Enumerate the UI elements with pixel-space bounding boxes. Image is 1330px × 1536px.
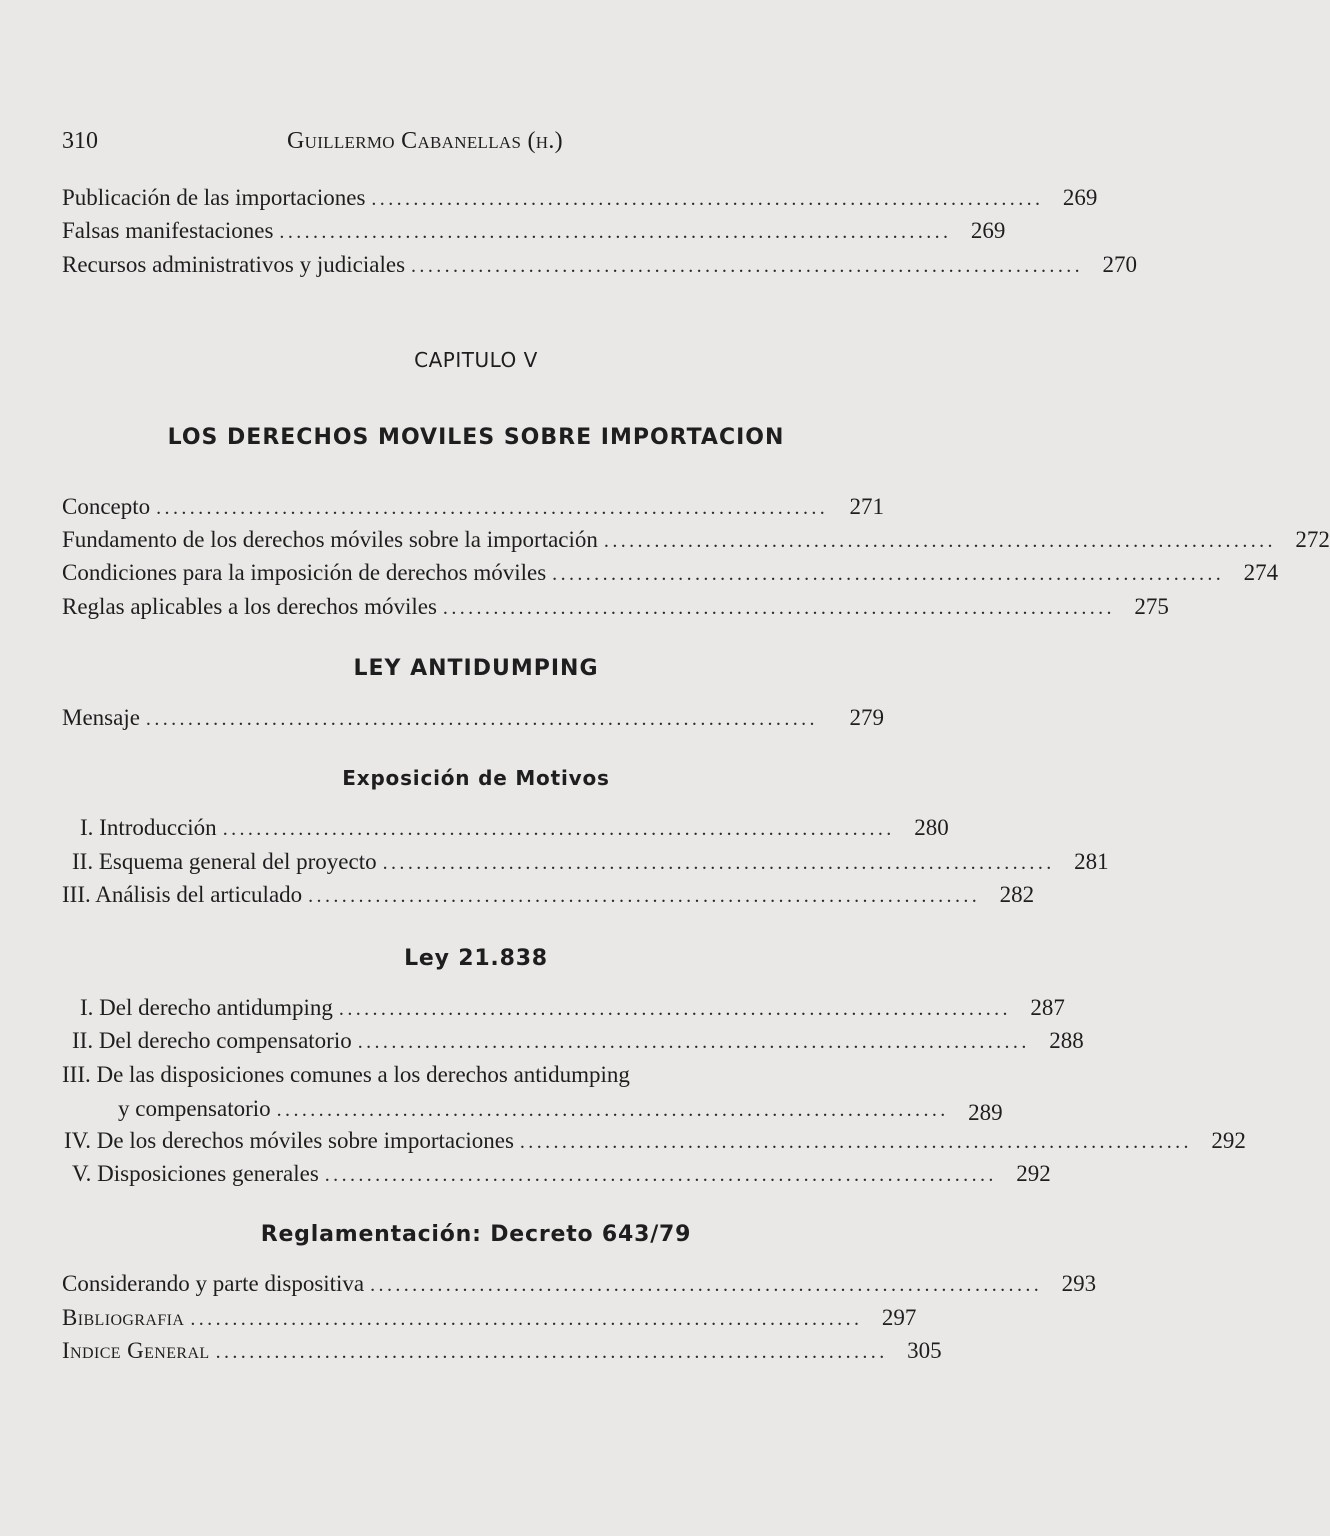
- toc-entry: [62, 1338, 942, 1370]
- toc-entry-label: Recursos administrativos y judiciales: [62, 252, 406, 277]
- toc-entry-page: 274: [1243, 560, 1279, 585]
- toc-entry-page: 288: [1049, 1028, 1084, 1053]
- dot-leader: ................................................................................: [215, 1341, 888, 1363]
- dot-leader: ................................................................................: [276, 1099, 949, 1121]
- toc-entry: [62, 1305, 917, 1337]
- page-number: 310: [62, 128, 98, 154]
- toc-entry-label: Mensaje: [62, 705, 140, 730]
- toc-entry: [62, 560, 1279, 592]
- toc-entry-label: Publicación de las importaciones: [62, 185, 366, 210]
- dot-leader: ................................................................................: [442, 597, 1115, 619]
- toc-entry: [80, 995, 1065, 1027]
- toc-entry-label: Considerando y parte dispositiva: [62, 1271, 365, 1296]
- toc-entry: [72, 1028, 1084, 1060]
- toc-entry: [72, 1161, 1051, 1193]
- toc-entry-page: 270: [1102, 252, 1138, 277]
- toc-entry: [62, 218, 1006, 250]
- dot-leader: ................................................................................: [156, 497, 829, 519]
- toc-entry: [62, 1062, 822, 1094]
- toc-entry: [62, 1271, 1097, 1303]
- toc-entry-page: 272: [1295, 527, 1330, 552]
- dot-leader: ................................................................................: [519, 1131, 1192, 1153]
- toc-entry-page: 281: [1074, 849, 1109, 874]
- toc-entry: [62, 705, 884, 737]
- chapter-label: CAPITULO V: [414, 348, 538, 372]
- section-title-ley: Ley 21.838: [404, 946, 548, 971]
- toc-entry-page: 275: [1134, 594, 1169, 619]
- dot-leader: ................................................................................: [552, 563, 1225, 585]
- toc-entry-page: 292: [1211, 1128, 1246, 1153]
- dot-leader: ................................................................................: [324, 1164, 997, 1186]
- toc-entry-label: III. Análisis del articulado: [62, 882, 303, 907]
- toc-entry-label: Bibliografia: [62, 1305, 185, 1330]
- toc-entry-page: 293: [1061, 1271, 1097, 1296]
- toc-entry-page: 269: [1062, 185, 1098, 210]
- toc-entry-label: Indice General: [62, 1338, 210, 1363]
- toc-entry: [80, 815, 949, 847]
- toc-entry: [72, 849, 1109, 881]
- toc-entry-label: Concepto: [62, 494, 151, 519]
- toc-entry: [62, 527, 1330, 559]
- dot-leader: ................................................................................: [190, 1308, 863, 1330]
- dot-leader: ................................................................................: [370, 1274, 1043, 1296]
- toc-entry-label: Reglas aplicables a los derechos móviles: [62, 594, 437, 619]
- toc-entry: [62, 594, 1169, 626]
- running-head: Guillermo Cabanellas (h.): [287, 128, 563, 154]
- dot-leader: ................................................................................: [603, 530, 1276, 552]
- toc-entry: [62, 882, 1035, 914]
- toc-entry-label: II. Del derecho compensatorio: [72, 1028, 352, 1053]
- dot-leader: ................................................................................: [308, 885, 981, 907]
- toc-entry-label: I. Introducción: [80, 815, 217, 840]
- toc-entry: [62, 185, 1098, 217]
- dot-leader: ................................................................................: [279, 221, 952, 243]
- toc-entry-page: 297: [881, 1305, 917, 1330]
- toc-entry-page: 271: [849, 494, 884, 519]
- dot-leader: ................................................................................: [382, 852, 1055, 874]
- chapter-title: LOS DERECHOS MOVILES SOBRE IMPORTACION: [167, 425, 785, 450]
- page-header: [62, 124, 882, 164]
- toc-entry: [64, 1128, 1246, 1160]
- toc-entry-label: y compensatorio: [118, 1096, 271, 1121]
- toc-entry-label: V. Disposiciones generales: [72, 1161, 319, 1186]
- toc-entry: [62, 252, 1138, 284]
- toc-entry-page: 292: [1016, 1161, 1051, 1186]
- dot-leader: ................................................................................: [222, 818, 895, 840]
- toc-entry-page: 280: [914, 815, 949, 840]
- toc-entry-page: 279: [849, 705, 884, 730]
- toc-entry-label: Condiciones para la imposición de derechos móviles: [62, 560, 547, 585]
- toc-entry-label: I. Del derecho antidumping: [80, 995, 333, 1020]
- toc-entry-label: Falsas manifestaciones: [62, 218, 274, 243]
- toc-entry-page: 305: [907, 1338, 942, 1363]
- dot-leader: ................................................................................: [371, 188, 1044, 210]
- dot-leader: ................................................................................: [357, 1031, 1030, 1053]
- dot-leader: ................................................................................: [411, 255, 1084, 277]
- toc-entry-page: 289: [968, 1100, 1003, 1125]
- section-title-reglamentacion: Reglamentación: Decreto 643/79: [260, 1222, 692, 1247]
- dot-leader: ................................................................................: [145, 708, 818, 730]
- toc-entry-label: Fundamento de los derechos móviles sobre la importación: [62, 527, 598, 552]
- toc-entry: [62, 494, 884, 526]
- toc-entry-page: 287: [1030, 995, 1065, 1020]
- toc-entry-label: II. Esquema general del proyecto: [72, 849, 377, 874]
- toc-entry-page: 269: [970, 218, 1006, 243]
- section-title-exposicion: Exposición de Motivos: [342, 766, 610, 790]
- toc-entry-label: III. De las disposiciones comunes a los derechos antidumping: [62, 1062, 630, 1087]
- dot-leader: ................................................................................: [338, 998, 1011, 1020]
- toc-entry-continuation: [118, 1096, 1003, 1128]
- toc-entry-page: 282: [999, 882, 1035, 907]
- toc-entry-label: IV. De los derechos móviles sobre importaciones: [64, 1128, 514, 1153]
- section-title-ley-antidumping: LEY ANTIDUMPING: [353, 656, 599, 681]
